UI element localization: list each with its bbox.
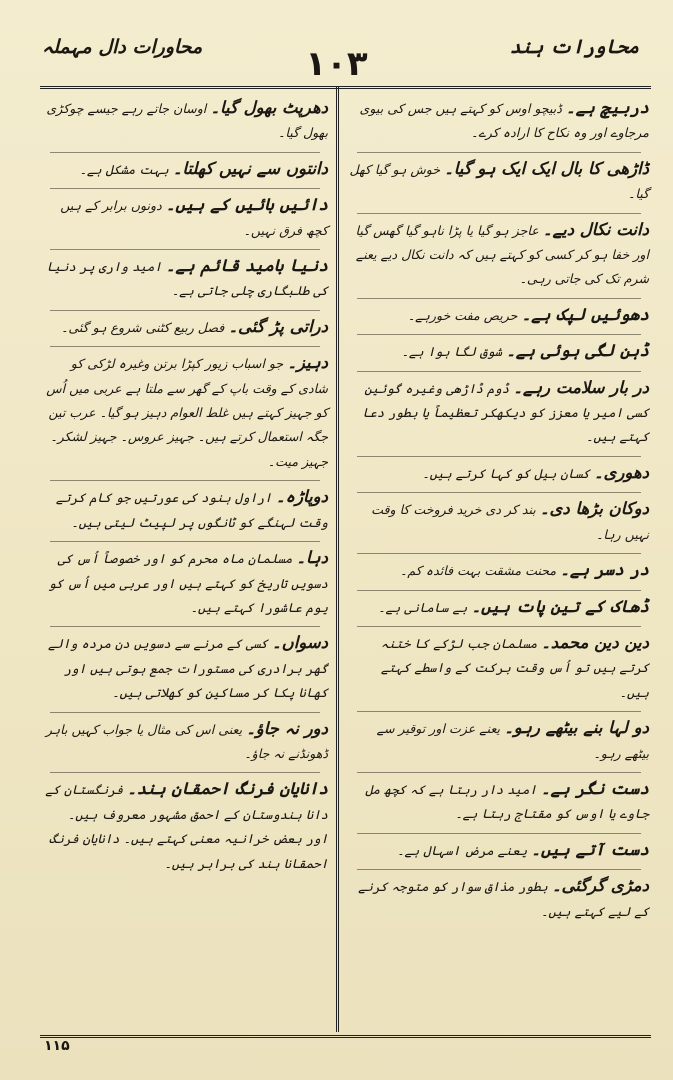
entry-divider: [50, 188, 320, 189]
entry-divider: [357, 456, 641, 457]
idiom-entry: [349, 595, 649, 620]
entry-divider: [357, 869, 641, 870]
idiom-term: دہیز۔: [287, 353, 328, 373]
idiom-definition: دونوں برابر کے ہیں کچھ فرق نہیں۔: [60, 198, 328, 238]
idiom-definition: کسان بیل کو کہا کرتے ہیں۔: [422, 465, 590, 481]
running-head-left: محاورات دال مہملہ: [42, 36, 203, 58]
entry-divider: [50, 249, 320, 250]
idiom-entry: [349, 339, 649, 364]
left-column: [42, 96, 328, 882]
idiom-term: دانت نکال دیے۔: [542, 219, 649, 239]
idiom-entry: [349, 96, 649, 146]
idiom-entry: [42, 193, 328, 243]
idiom-definition: بطور مذاق سوار کو متوجہ کرنے کے لیے کہتے ہیں۔: [358, 879, 649, 919]
entry-divider: [50, 346, 320, 347]
idiom-term: دو لہا بنے بیٹھے رہو۔: [504, 718, 649, 738]
idiom-term: دین دین محمد۔: [541, 632, 649, 652]
idiom-definition: اوسان جاتے رہے جیسے چوکڑی بھول گیا۔: [46, 101, 328, 141]
right-column: [349, 96, 649, 930]
idiom-entry: [349, 838, 649, 863]
idiom-term: دور نہ جاؤ۔: [246, 718, 328, 738]
idiom-entry: [349, 631, 649, 705]
idiom-term: دست آتے ہیں۔: [531, 839, 649, 859]
idiom-definition: اراول ہنود کی عورتیں جو کام کرتے وقت لہنگے کو ٹانگوں پر لپیٹ لیتی ہیں۔: [55, 490, 328, 530]
entry-divider: [357, 833, 641, 834]
idiom-entry: [349, 157, 649, 207]
entry-divider: [357, 152, 641, 153]
idiom-term: ڈاڑھی کا بال ایک ایک ہو گیا۔: [444, 158, 649, 178]
idiom-definition: محنت مشقت بہت فائدہ کم۔: [400, 563, 557, 579]
idiom-term: دائیں بائیں کے ہیں۔: [165, 195, 328, 215]
idiom-term: دھوئیں لپک ہے۔: [521, 304, 649, 324]
idiom-definition: یعنے عزت اور توقیر سے بیٹھے رہو۔: [376, 721, 649, 761]
idiom-entry: [42, 157, 328, 182]
entry-divider: [357, 772, 641, 773]
folio-number: ۱۱۵: [44, 1038, 70, 1054]
entry-divider: [357, 626, 641, 627]
entry-divider: [357, 298, 641, 299]
idiom-entry: [349, 716, 649, 766]
idiom-definition: کسی کے مرنے سے دسویں دن مردہ والے گھر برادری کی مستورات جمع ہوتی ہیں اور کھانا پکا کر مساکین کو کھلاتی ہیں۔: [48, 636, 328, 701]
idiom-entry: [42, 254, 328, 304]
idiom-entry: [42, 315, 328, 340]
entry-divider: [357, 590, 641, 591]
running-head-right: محاورات ہند: [509, 36, 639, 58]
entry-divider: [357, 213, 641, 214]
idiom-term: دہا۔: [296, 548, 328, 568]
idiom-definition: مسلمان جب لڑکے کا ختنہ کرتے ہیں تو اُس وقت برکت کے واسطے کہتے ہیں۔: [380, 635, 649, 700]
idiom-entry: [349, 218, 649, 292]
idiom-entry: [349, 497, 649, 547]
entry-divider: [357, 492, 641, 493]
idiom-definition: عاجز ہو گیا یا پڑا ناہو گیا گھس گیا اور خفا ہو کر کسی کو کہتے ہیں کہ دانت نکال دیے یعنے شرم تک کی جاتی رہی۔: [355, 222, 649, 287]
idiom-term: در بار سلامت رہے۔: [513, 377, 649, 397]
idiom-term: ڈھاک کے تین پات ہیں۔: [471, 596, 649, 616]
page-number: ۱۰۳: [305, 44, 368, 84]
idiom-definition: یعنی اس کی مثال یا جواب کہیں باہر ڈھونڈنے نہ جاؤ۔: [45, 721, 328, 761]
idiom-term: دسواں۔: [271, 633, 328, 653]
idiom-definition: خوش ہو گیا کھل گیا۔: [349, 161, 649, 202]
entry-divider: [50, 772, 320, 773]
entry-divider: [50, 626, 320, 627]
idiom-term: دانتوں سے نہیں کھلتا۔: [172, 158, 328, 178]
idiom-entry: [42, 777, 328, 876]
column-divider: [336, 86, 339, 1032]
idiom-entry: [42, 485, 328, 535]
idiom-definition: فرنگستان کے دانا ہندوستان کے احمق مشہور معروف ہیں۔ اور بعض خرانیہ معنی کہتے ہیں۔ دانایان فرنگ احمقانا ہند کی برابر ہیں۔: [45, 782, 328, 871]
idiom-term: دھوری۔: [593, 462, 649, 482]
idiom-term: دنیا بامید قائم ہے۔: [165, 256, 328, 276]
entry-divider: [357, 371, 641, 372]
idiom-term: دانایان فرنگ احمقان ہند۔: [127, 779, 328, 799]
idiom-definition: حریص مفت خورہے۔: [407, 307, 518, 323]
idiom-term: دوپاڑہ۔: [275, 487, 328, 507]
idiom-definition: مسلمان ماہ محرم کو اور خصوصاً اُس کی دسویں تاریخ کو کہتے ہیں اور عربی میں اُس کو یوم عاشورا کہتے ہیں۔: [48, 551, 328, 615]
idiom-term: در دسر ہے۔: [560, 560, 649, 580]
idiom-entry: [42, 717, 328, 767]
idiom-entry: [349, 777, 649, 827]
idiom-term: دست نگر ہے۔: [540, 778, 649, 798]
idiom-entry: [349, 558, 649, 583]
idiom-definition: شوق لگا ہوا ہے۔: [401, 344, 503, 360]
idiom-term: دوکان بڑھا دی۔: [539, 499, 649, 519]
entry-divider: [50, 310, 320, 311]
entry-divider: [50, 541, 320, 542]
idiom-definition: فصل ربیع کٹنی شروع ہو گئی۔: [60, 319, 225, 335]
idiom-term: دراتی پڑ گئی۔: [228, 316, 328, 336]
idiom-term: دمڑی گرگئی۔: [551, 876, 649, 896]
idiom-definition: جو اسباب زیور کپڑا برتن وغیرہ لڑکی کو شادی کے وقت باپ کے گھر سے ملتا ہے عربی میں اُس کو جہیز کہتے ہیں غلط العوام دہیز ہو گیا۔ عرب تین جگہ استعمال کرتے ہیں۔ جہیز عروس۔ جہیز لشکر۔ جہیز میت۔: [46, 356, 328, 469]
idiom-entry: [42, 546, 328, 620]
idiom-entry: [349, 376, 649, 450]
idiom-definition: امید واری پر دنیا کی طلبگاری چلی جاتی ہے۔: [46, 259, 328, 299]
idiom-entry: [42, 351, 328, 474]
entry-divider: [50, 152, 320, 153]
entry-divider: [50, 480, 320, 481]
idiom-term: ڈہن لگی ہوئی ہے۔: [506, 341, 649, 361]
entry-divider: [357, 334, 641, 335]
idiom-definition: بند کر دی خرید فروخت کا وقت نہیں رہا۔: [371, 502, 649, 542]
idiom-entry: [349, 874, 649, 924]
idiom-term: دربیچ ہے۔: [565, 98, 649, 117]
entry-divider: [50, 712, 320, 713]
idiom-definition: ڈوم ڈاڑھی وغیرہ گوئین کسی امیر یا معزز کو دیکھکر تعظیماً یا بطور دعا کہتے ہیں۔: [362, 380, 649, 445]
idiom-entry: [42, 631, 328, 705]
idiom-definition: بے سامانی ہے۔: [378, 599, 468, 615]
entry-divider: [357, 711, 641, 712]
idiom-definition: ڈبیچو اوس کو کہتے ہیں جس کی بیوی مرجاوے اور وہ نکاح کا ارادہ کرے۔: [359, 101, 649, 141]
entry-divider: [357, 553, 641, 554]
idiom-definition: بہت مشکل ہے۔: [79, 161, 169, 177]
idiom-definition: یعنے مرض اسہال ہے۔: [397, 842, 528, 858]
idiom-definition: امید دار رہتا ہے کہ کچھ مل جاوے یا اوس کو مقتاج رہتا ہے۔: [365, 781, 649, 822]
idiom-term: دھرپٹ بھول گیا۔: [210, 98, 328, 117]
idiom-entry: [349, 303, 649, 328]
idiom-entry: [42, 96, 328, 146]
idiom-entry: [349, 461, 649, 486]
